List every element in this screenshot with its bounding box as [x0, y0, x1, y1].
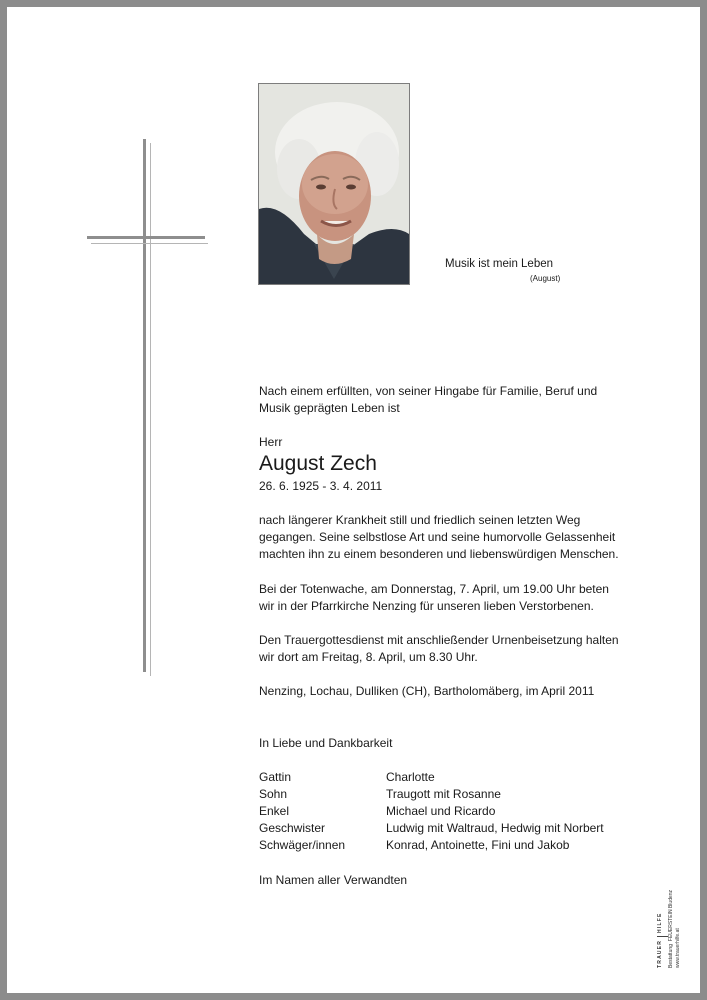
motto-author: (August) [530, 274, 561, 283]
text-line: nach längerer Krankheit still und friedlich seinen letzten Weg [259, 513, 581, 527]
family-relation: Schwäger/innen [259, 838, 346, 852]
family-names: Konrad, Antoinette, Fini und Jakob [386, 838, 570, 852]
family-row [259, 820, 604, 837]
family-row [259, 837, 604, 854]
paragraph-passing [259, 512, 659, 563]
family-row [259, 786, 604, 803]
logo-website: www.trauerhilfe.at [675, 928, 681, 968]
family-names: Charlotte [386, 770, 435, 784]
intro-line: Nach einem erfüllten, von seiner Hingabe für Familie, Beruf und [259, 384, 598, 398]
text-line: gegangen. Seine selbstlose Art und seine humorvolle Gelassenheit [259, 530, 616, 544]
undertaker-logo [657, 868, 685, 968]
logo-word-hilfe: HILFE [657, 912, 663, 933]
text-line: wir in der Pfarrkirche Nenzing für unseren lieben Verstorbenen. [259, 599, 594, 613]
life-dates: 26. 6. 1925 - 3. 4. 2011 [259, 479, 383, 493]
cross-horizontal-shadow [91, 243, 208, 244]
family-relation: Sohn [259, 787, 288, 801]
deceased-name: August Zech [259, 452, 377, 475]
logo-word-trauer: TRAUER [657, 939, 663, 968]
cross-horizontal-bar [87, 236, 205, 239]
cross-vertical-bar [143, 139, 146, 672]
portrait-photo [258, 83, 410, 285]
family-names: Michael und Ricardo [386, 804, 496, 818]
logo-company: FEUERSTEIN Bludenz [668, 889, 674, 942]
text-line: Nenzing, Lochau, Dulliken (CH), Bartholomäberg, im April 2011 [259, 684, 595, 698]
text-line: wir dort am Freitag, 8. April, um 8.30 Uhr. [259, 650, 478, 664]
text-line: Bei der Totenwache, am Donnerstag, 7. April, um 19.00 Uhr beten [259, 582, 609, 596]
motto-quote: Musik ist mein Leben [445, 258, 554, 270]
paragraph-wake [259, 581, 659, 615]
family-relation: Gattin [259, 770, 292, 784]
logo-bestattung: Bestattung [668, 944, 674, 968]
salutation: Herr [259, 435, 283, 449]
text-line: machten ihn zu einem besonderen und liebenswürdigen Menschen. [259, 547, 619, 561]
family-names: Traugott mit Rosanne [386, 787, 501, 801]
cross-vertical-shadow [150, 143, 151, 676]
love-line: In Liebe und Dankbarkeit [259, 736, 393, 750]
family-row [259, 803, 604, 820]
family-list [259, 769, 604, 854]
intro-line: Musik geprägten Leben ist [259, 401, 400, 415]
family-relation: Enkel [259, 804, 290, 818]
paragraph-funeral [259, 632, 659, 666]
family-names: Ludwig mit Waltraud, Hedwig mit Norbert [386, 821, 604, 835]
logo-divider [657, 936, 668, 937]
intro-text [259, 383, 659, 417]
text-line: Den Trauergottesdienst mit anschließender Urnenbeisetzung halten [259, 633, 619, 647]
closing-line: Im Namen aller Verwandten [259, 873, 408, 887]
paragraph-places [259, 683, 659, 700]
family-relation: Geschwister [259, 821, 326, 835]
family-row [259, 769, 604, 786]
